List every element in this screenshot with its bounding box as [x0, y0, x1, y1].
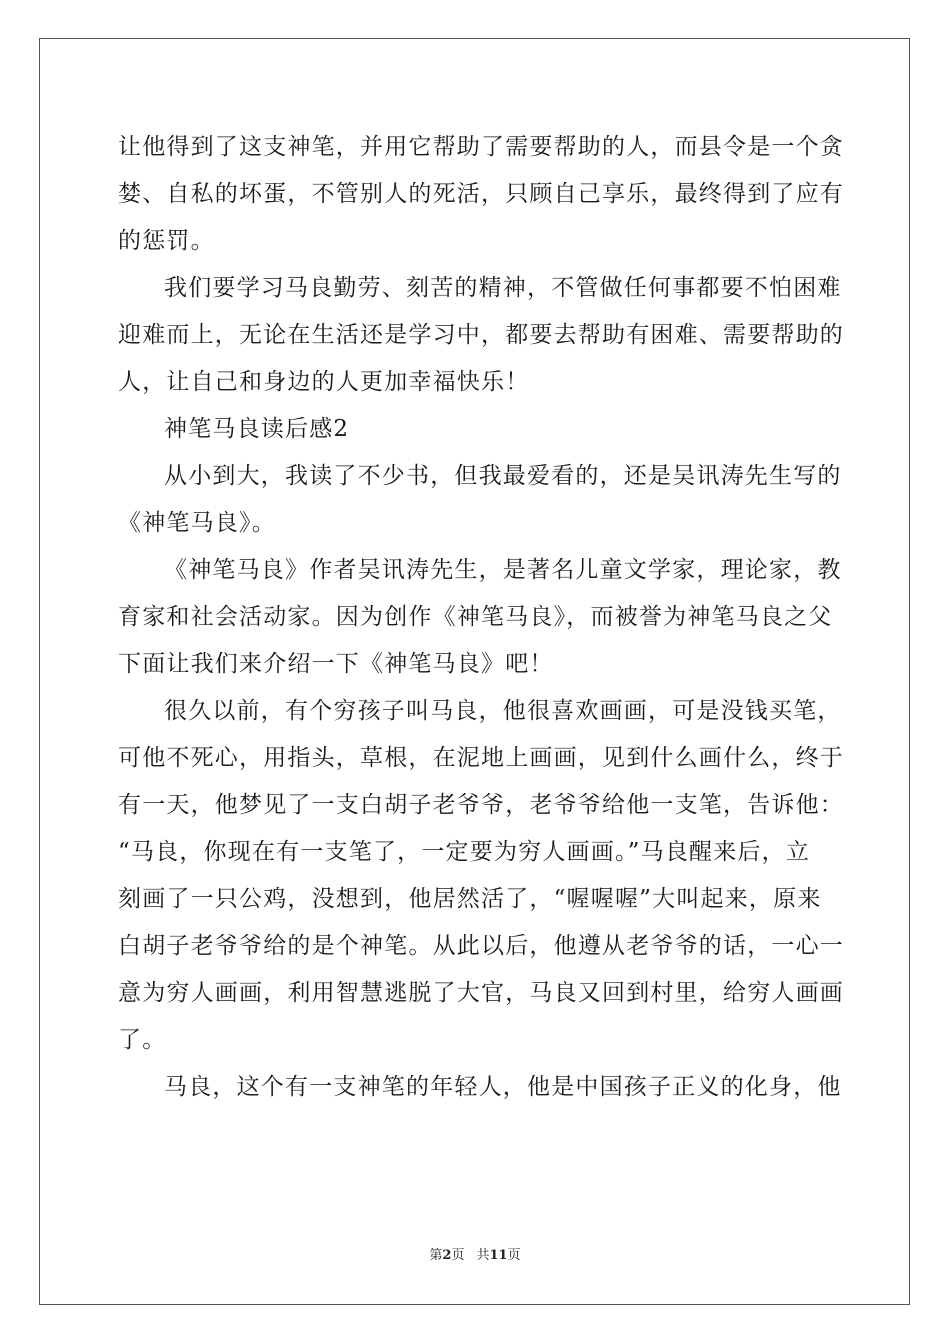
- text-line: 迎难而上，无论在生活还是学习中，都要去帮助有困难、需要帮助的: [118, 322, 844, 348]
- text-line: 《神笔马良》。: [118, 510, 276, 536]
- page-prefix: 第: [429, 1248, 443, 1263]
- text-line: 人，让自己和身边的人更加幸福快乐！: [118, 369, 530, 395]
- document-body: [118, 124, 844, 1111]
- text-line: 刻画了一只公鸡，没想到，他居然活了，“喔喔喔”大叫起来，原来: [118, 886, 822, 912]
- text-line: 马良，这个有一支神笔的年轻人，他是中国孩子正义的化身，他: [164, 1074, 842, 1100]
- page-number: 2: [442, 1248, 452, 1263]
- text-line: 白胡子老爷爷给的是个神笔。从此以后，他遵从老爷爷的话，一心一: [118, 933, 844, 959]
- text-line: 从小到大，我读了不少书，但我最爱看的，还是吴讯涛先生写的: [164, 463, 842, 489]
- text-line: 育家和社会活动家。因为创作《神笔马良》，而被誉为神笔马良之父: [118, 604, 833, 630]
- section-heading: 神笔马良读后感2: [164, 416, 350, 442]
- text-line: 有一天，他梦见了一支白胡子老爷爷，老爷爷给他一支笔，告诉他：: [118, 792, 844, 818]
- total-suffix: 页: [507, 1248, 521, 1263]
- page-footer: [0, 1248, 950, 1264]
- text-line: 下面让我们来介绍一下《神笔马良》吧！: [118, 651, 554, 677]
- text-line: 让他得到了这支神笔，并用它帮助了需要帮助的人，而县令是一个贪: [118, 134, 844, 160]
- text-line: 了。: [118, 1027, 167, 1053]
- total-prefix: 共: [476, 1248, 490, 1263]
- total-pages: 11: [489, 1248, 508, 1263]
- text-line: 很久以前，有个穷孩子叫马良，他很喜欢画画，可是没钱买笔，: [164, 698, 842, 724]
- text-line: 《神笔马良》作者吴讯涛先生，是著名儿童文学家，理论家，教: [164, 557, 842, 583]
- text-line: 婪、自私的坏蛋，不管别人的死活，只顾自己享乐，最终得到了应有: [118, 181, 844, 207]
- text-line: 意为穷人画画，利用智慧逃脱了大官，马良又回到村里，给穷人画画: [118, 980, 844, 1006]
- text-line: 我们要学习马良勤劳、刻苦的精神，不管做任何事都要不怕困难: [164, 275, 842, 301]
- page-suffix: 页: [451, 1248, 465, 1263]
- text-line: 可他不死心，用指头，草根，在泥地上画画，见到什么画什么，终于: [118, 745, 844, 771]
- text-line: “马良，你现在有一支笔了，一定要为穷人画画。”马良醒来后，立: [118, 839, 811, 865]
- text-line: 的惩罚。: [118, 228, 215, 254]
